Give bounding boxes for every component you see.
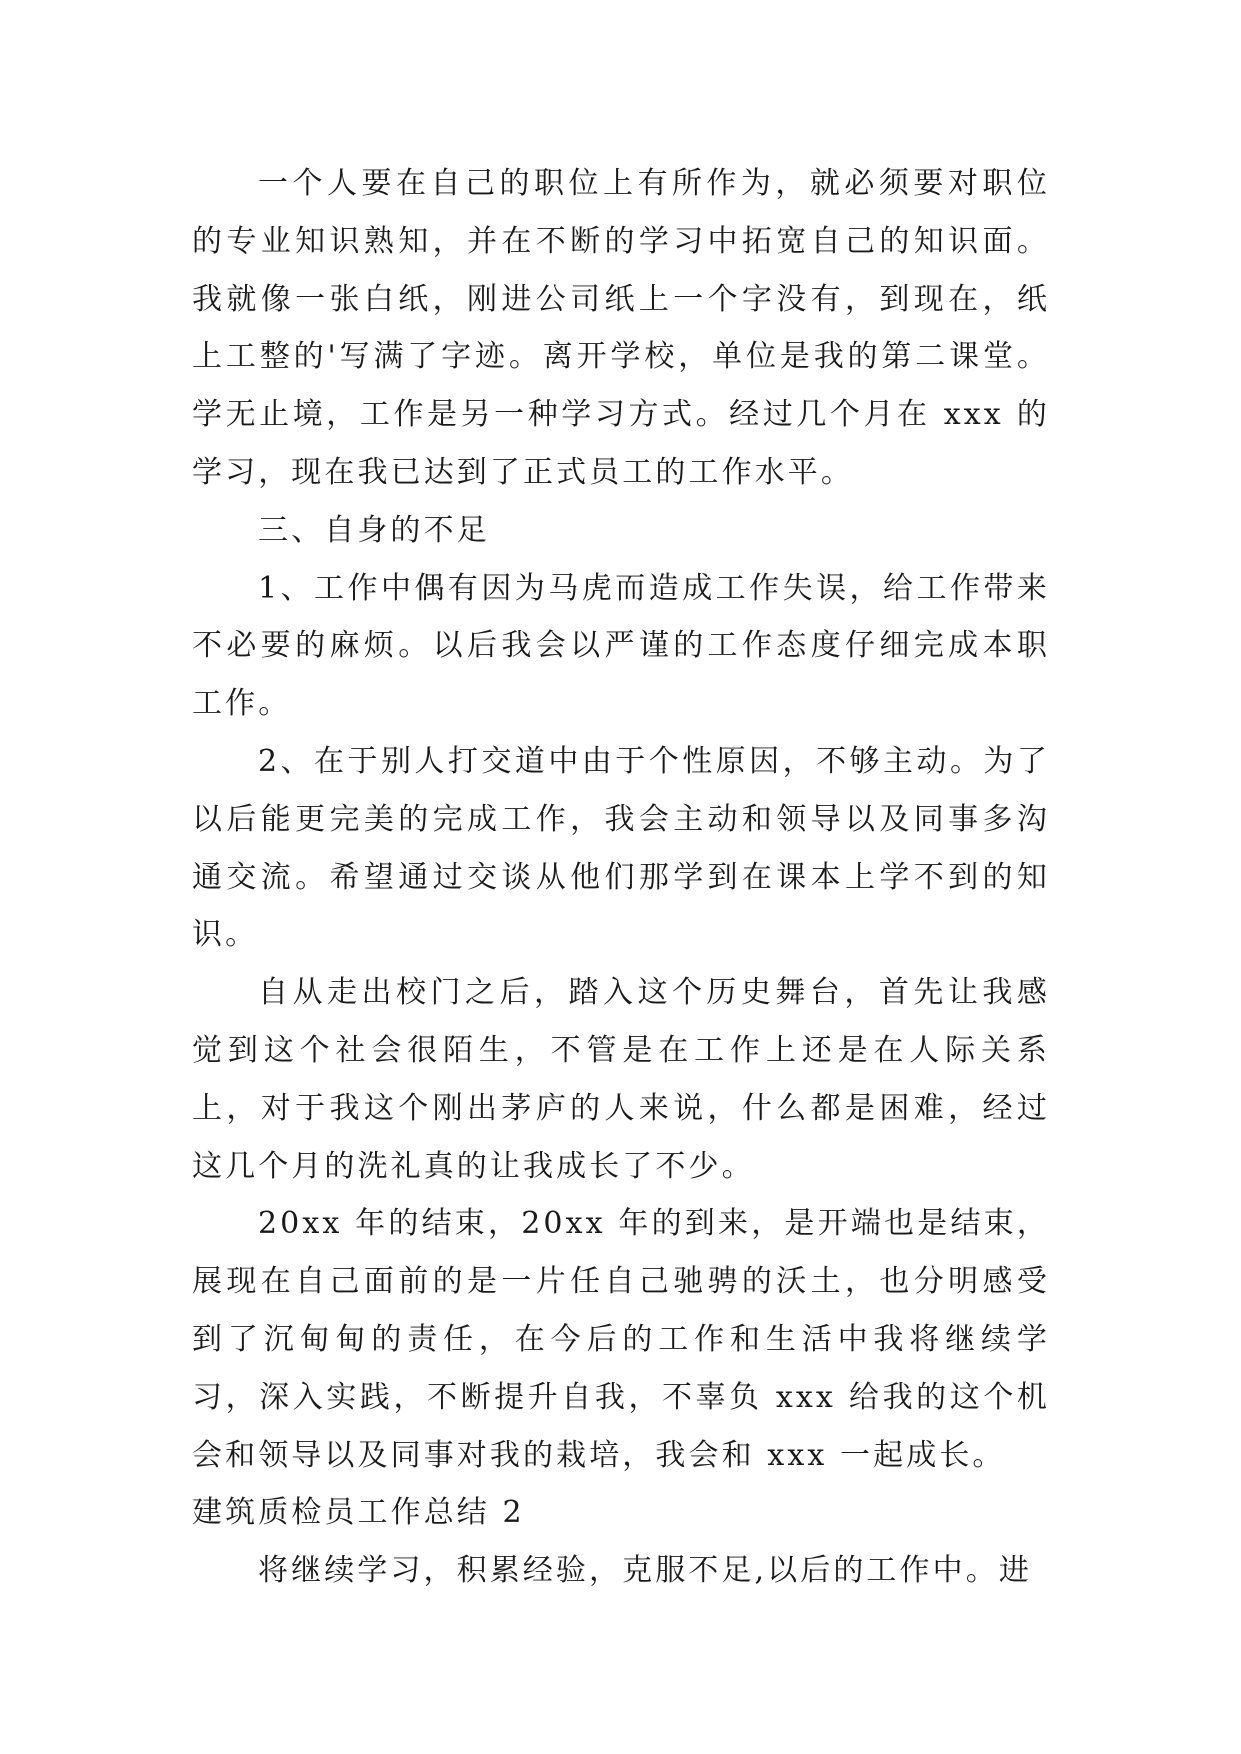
body-paragraph: 一个人要在自己的职位上有所作为，就必须要对职位的专业知识熟知，并在不断的学习中拓宽自己的知识面。我就像一张白纸，刚进公司纸上一个字没有，到现在，纸上工整的'写满了字迹。离开学校，单位是我的第二课堂。学无止境，工作是另一种学习方式。经过几个月在 xxx 的学习，现在我已达到了正式员工的工作水平。 xyxy=(192,166,1050,490)
body-paragraph: 1、工作中偶有因为马虎而造成工作失误，给工作带来不必要的麻烦。以后我会以严谨的工作态度仔细完成本职工作。 xyxy=(192,570,1050,722)
section-heading: 三、自身的不足 xyxy=(258,512,490,548)
body-paragraph: 自从走出校门之后，踏入这个历史舞台，首先让我感觉到这个社会很陌生，不管是在工作上还是在人际关系上，对于我这个刚出茅庐的人来说，什么都是困难，经过这几个月的洗礼真的让我成长了不少。 xyxy=(192,975,1050,1184)
document-title: 建筑质检员工作总结 2 xyxy=(192,1495,525,1531)
document-body xyxy=(192,155,1050,1600)
body-paragraph: 将继续学习，积累经验，克服不足,以后的工作中。进 xyxy=(258,1553,1032,1589)
body-paragraph: 20xx 年的结束，20xx 年的到来，是开端也是结束，展现在自己面前的是一片任自己驰骋的沃土，也分明感受到了沉甸甸的责任，在今后的工作和生活中我将继续学习，深入实践，不断提升自我，不辜负 xxx 给我的这个机会和领导以及同事对我的栽培，我会和 xxx 一起成长。 xyxy=(192,1206,1050,1473)
body-paragraph: 2、在于别人打交道中由于个性原因，不够主动。为了以后能更完美的完成工作，我会主动和领导以及同事多沟通交流。希望通过交谈从他们那学到在课本上学不到的知识。 xyxy=(192,743,1050,953)
